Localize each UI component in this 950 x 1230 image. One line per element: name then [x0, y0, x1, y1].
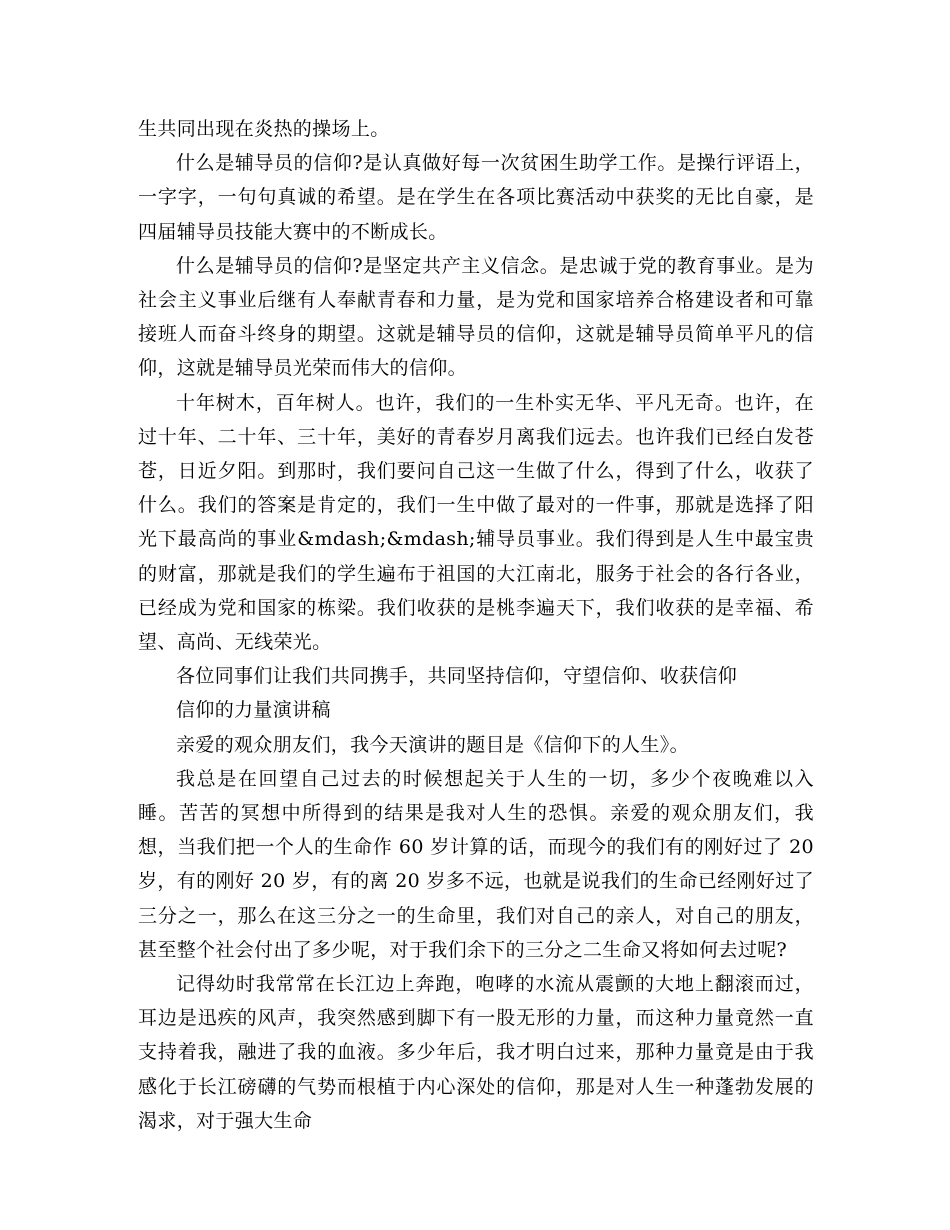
paragraph: 记得幼时我常常在长江边上奔跑，咆哮的水流从震颤的大地上翻滚而过，耳边是迅疾的风声，我突然感到脚下有一股无形的力量，而这种力量竟然一直支持着我，融进了我的血液。多少年后，我才明白过来，那种力量竟是由于我感化于长江磅礴的气势而根植于内心深处的信仰，那是对人生一种蓬勃发展的渴求，对于强大生命 [138, 973, 814, 1132]
document-body [138, 112, 814, 1138]
paragraph: 什么是辅导员的信仰?是认真做好每一次贫困生助学工作。是操行评语上，一字字，一句句真诚的希望。是在学生在各项比赛活动中获奖的无比自豪，是四届辅导员技能大赛中的不断成长。 [138, 152, 814, 243]
paragraph: 各位同事们让我们共同携手，共同坚持信仰，守望信仰、收获信仰 [176, 665, 738, 688]
paragraph: 生共同出现在炎热的操场上。 [138, 118, 390, 140]
paragraph: 十年树木，百年树人。也许，我们的一生朴实无华、平凡无奇。也许，在过十年、二十年、三十年，美好的青春岁月离我们远去。也许我们已经白发苍苍，日近夕阳。到那时，我们要问自己这一生做了什么，得到了什么，收获了什么。我们的答案是肯定的，我们一生中做了最对的一件事，那就是选择了阳光下最高尚的事业&mdash;&mdash;辅导员事业。我们得到是人生中最宝贵的财富，那就是我们的学生遍布于祖国的大江南北，服务于社会的各行各业，已经成为党和国家的栋梁。我们收获的是桃李遍天下，我们收获的是幸福、希望、高尚、无线荣光。 [138, 391, 814, 654]
paragraph: 亲爱的观众朋友们，我今天演讲的题目是《信仰下的人生》。 [176, 733, 689, 756]
paragraph: 我总是在回望自己过去的时候想起关于人生的一切，多少个夜晚难以入睡。苦苦的冥想中所得到的结果是我对人生的恐惧。亲爱的观众朋友们，我想，当我们把一个人的生命作 60 岁计算的话，而现今的我们有的刚好过了 20 岁，有的刚好 20 岁，有的离 20 岁多不远，也就是说我们的生命已经刚好过了三分之一，那么在这三分之一的生命里，我们对自己的亲人，对自己的朋友，甚至整个社会付出了多少呢，对于我们余下的三分之二生命又将如何去过呢? [138, 767, 814, 961]
paragraph: 什么是辅导员的信仰?是坚定共产主义信念。是忠诚于党的教育事业。是为社会主义事业后继有人奉献青春和力量，是为党和国家培养合格建设者和可靠接班人而奋斗终身的期望。这就是辅导员的信仰，这就是辅导员简单平凡的信仰，这就是辅导员光荣而伟大的信仰。 [138, 254, 814, 380]
speech-title: 信仰的力量演讲稿 [176, 699, 331, 722]
